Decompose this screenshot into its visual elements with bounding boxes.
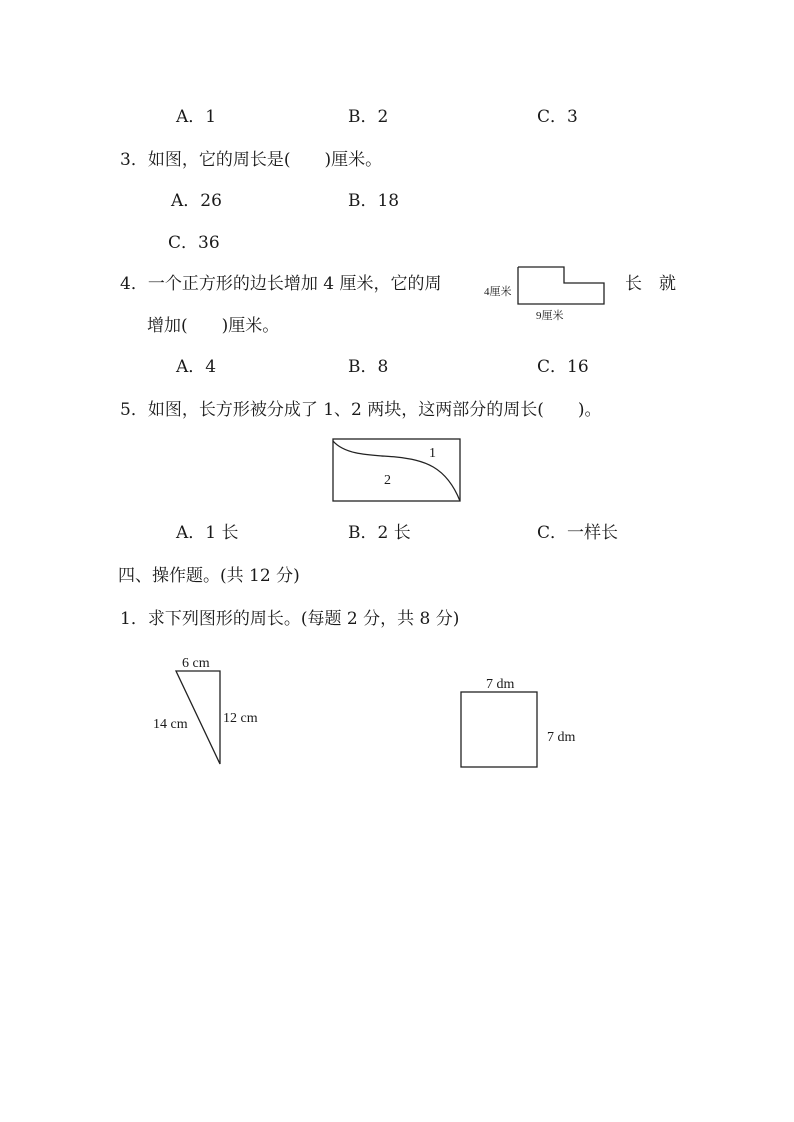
square-right-label: 7 dm [547,730,576,745]
q4-stem-part2: 长 就 [625,274,676,294]
q5-region-1-label: 1 [429,446,436,461]
q3-figure [478,262,608,324]
q3-option-a[interactable]: A．26 [171,191,222,211]
l-shape-outline [518,267,604,304]
q5-region-2-label: 2 [384,473,391,488]
section-4-heading: 四、操作题。(共 12 分) [118,566,300,586]
q5-figure [332,438,464,504]
q3-stem: 3．如图，它的周长是( )厘米。 [120,150,383,170]
section-4-q1-stem: 1．求下列图形的周长。(每题 2 分，共 8 分) [120,609,460,629]
q2-option-b[interactable]: B．2 [348,107,389,127]
square-top-label: 7 dm [486,677,515,692]
q4-option-a[interactable]: A．4 [176,357,217,377]
triangle-figure [150,650,280,770]
triangle-right-label: 12 cm [223,711,258,726]
q5-option-c[interactable]: C．一样长 [537,523,619,543]
q2-option-a[interactable]: A．1 [176,107,217,127]
q5-dividing-curve [333,441,460,501]
q5-stem: 5．如图，长方形被分成了 1、2 两块，这两部分的周长( )。 [120,400,602,420]
square-figure [450,670,590,775]
q3-option-b[interactable]: B．18 [348,191,400,211]
q4-stem-part1: 4．一个正方形的边长增加 4 厘米，它的周 [120,274,442,294]
square-shape [461,692,537,767]
q2-option-c[interactable]: C．3 [537,107,578,127]
q4-option-b[interactable]: B．8 [348,357,389,377]
triangle-top-label: 6 cm [182,656,210,671]
q5-option-a[interactable]: A．1 长 [176,523,239,543]
q3-option-c[interactable]: C．36 [168,233,220,253]
q5-option-b[interactable]: B．2 长 [348,523,411,543]
q5-rectangle [333,439,460,501]
triangle-left-label: 14 cm [153,717,188,732]
q3-bottom-label: 9厘米 [536,310,564,322]
q4-stem-part3: 增加( )厘米。 [147,316,280,336]
q3-left-label: 4厘米 [484,286,512,298]
q4-option-c[interactable]: C．16 [537,357,589,377]
